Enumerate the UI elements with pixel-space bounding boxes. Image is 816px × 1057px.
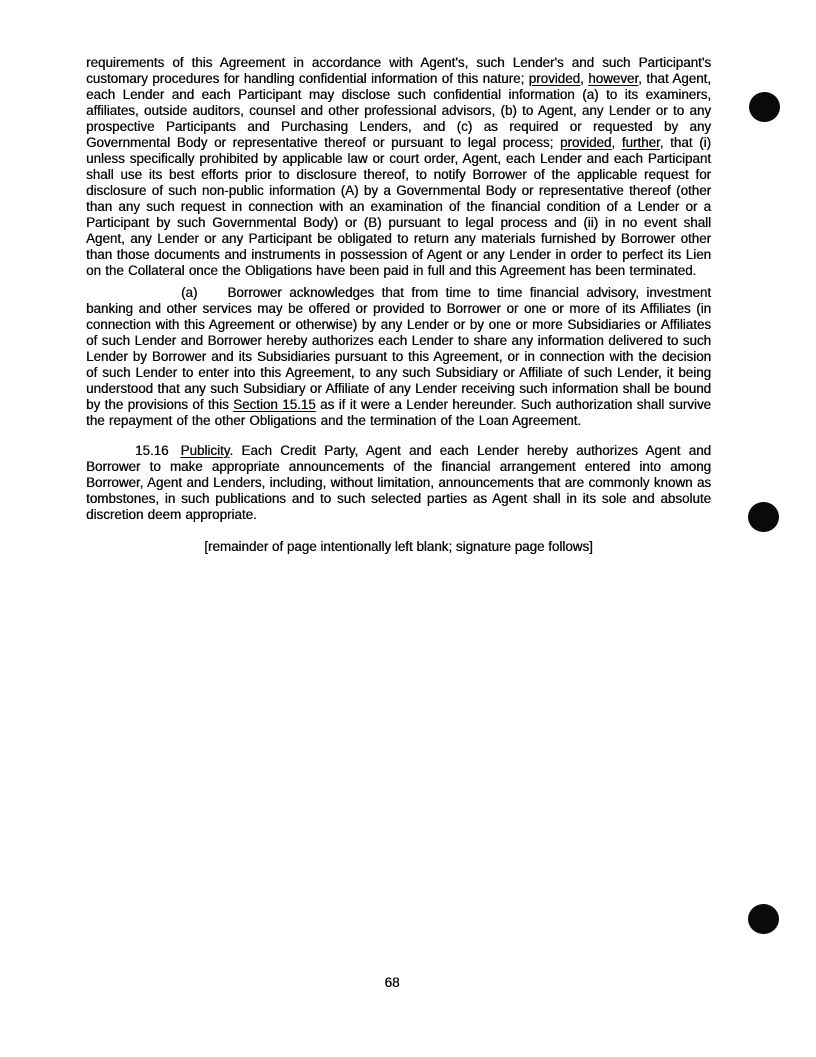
underlined-term-however: however xyxy=(588,71,639,86)
underlined-term-provided: provided xyxy=(559,135,612,150)
hole-punch-mark-bottom xyxy=(748,904,779,934)
paragraph-section-15-16 xyxy=(86,443,711,523)
paragraph-confidentiality xyxy=(86,55,711,279)
text-run: Borrower acknowledges that from time to time financial advisory, investment banking and other services may be offered or provided to Borrower or one or more of its Affiliates (in connection with this Agreement or otherwise) by any Lender or by one or more Subsidiaries or Affiliates of such Lender and Borrower hereby authorizes each Lender to share any information delivered to such Lender by Borrower and its Subsidiaries pursuant to this Agreement, or in connection with the decision of such Lender to enter into this Agreement, to any such Subsidiary or Affiliate of such Lender, it being understood that any such Subsidiary or Affiliate of any Lender receiving such information shall be bound by the provisions of this xyxy=(86,285,711,412)
text-run: as if it were a Lender hereunder. Such authorization shall survive the repayment of the other Obligations and the termination of the Loan Agreement. xyxy=(86,397,711,428)
subsection-label: (a) xyxy=(181,285,198,300)
text-run: requirements of this Agreement in accordance with Agent's, such Lender's and such Participant's customary procedures for handling confidential information of this nature; xyxy=(86,55,711,86)
underlined-term-provided: provided xyxy=(528,71,581,86)
underlined-cross-reference: Section 15.15 xyxy=(233,397,316,412)
section-number-label: 15.16 xyxy=(135,443,169,458)
hole-punch-mark-top xyxy=(749,92,780,122)
paragraph-subsection-a xyxy=(86,285,711,429)
hole-punch-mark-middle xyxy=(748,502,779,532)
text-run: , xyxy=(611,135,622,150)
text-run: . Each Credit Party, Agent and each Lender hereby authorizes Agent and Borrower to make appropriate announcements of the financial arrangement entered into among Borrower, Agent and Lenders, including, without limitation, announcements that are commonly known as tombstones, in such publications and to such selected parties as Agent shall in its sole and absolute discretion deem appropriate. xyxy=(86,443,711,522)
page-number: 68 xyxy=(384,975,400,990)
text-run: , that (i) unless specifically prohibited by applicable law or court order, Agent, each Lender and each Participant shall use its best efforts prior to disclosure thereof, to notify Borrower of the applicable request for disclosure of such non-public information (A) by a Governmental Body or representative thereof (other than any such request in connection with an examination of the financial condition of a Lender or a Participant by such Governmental Body) or (B) pursuant to legal process and (ii) in no event shall Agent, any Lender or any Participant be obligated to return any materials furnished by Borrower other than those documents and instruments in possession of Agent or any Lender in order to perfect its Lien on the Collateral once the Obligations have been paid in full and this Agreement has been terminated. xyxy=(86,135,711,278)
underlined-heading-publicity: Publicity xyxy=(180,443,230,458)
document-text-block xyxy=(86,55,711,555)
text-run: , xyxy=(580,71,589,86)
text-run: , that Agent, each Lender and each Participant may disclose such confidential information (a) to its examiners, affiliates, outside auditors, counsel and other professional advisors, (b) to Agent, any Lender or to any prospective Participants and Purchasing Lenders, and (c) as required or requested by any Governmental Body or representative thereof or pursuant to legal process; xyxy=(86,71,711,150)
underlined-term-further: further xyxy=(621,135,660,150)
remainder-blank-note: [remainder of page intentionally left blank; signature page follows] xyxy=(204,539,593,554)
